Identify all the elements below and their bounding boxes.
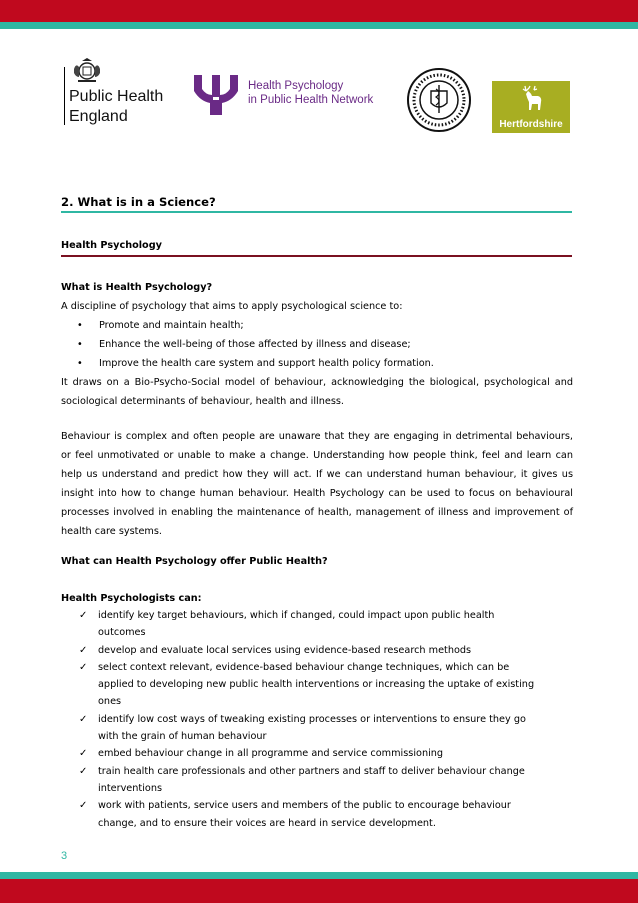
list-item	[61, 316, 573, 335]
checkmark-icon: ✓	[79, 610, 88, 621]
logo-row	[62, 55, 572, 140]
top-teal-band	[0, 22, 638, 29]
phe-wordmark	[69, 87, 163, 127]
section-heading: 2. What is in a Science?	[61, 195, 216, 209]
list-item	[61, 354, 573, 373]
list-item-text: select context relevant, evidence-based behaviour change techniques, which can be applied to developing new public health interventions or increasing the uptake of existing ones	[98, 661, 535, 708]
top-red-band	[0, 0, 638, 22]
bullet-icon: •	[77, 320, 83, 331]
seal-icon	[406, 67, 472, 133]
list-item	[61, 335, 573, 354]
hpn-mark-icon	[192, 69, 242, 119]
hertfordshire-label: Hertfordshire	[499, 119, 563, 130]
behaviour-paragraph: Behaviour is complex and often people are unaware that they are engaging in detrimental behaviours, or feel unmotivated or unable to make a change. Understanding how people think, feel and learn can help us understand and predict how they will act. If we can understand human behaviour, it gives us insight into how to change human behaviour. Health Psychology can be used to focus on behavioural processes involved in enabling the maintenance of health, management of illness and improvement of health care systems.	[61, 431, 573, 537]
hpn-line1: Health Psychology	[248, 80, 344, 92]
list-item-text: identify low cost ways of tweaking existing processes or interventions to ensure they go with the grain of human behaviour	[98, 713, 526, 743]
dark-red-rule	[61, 255, 572, 257]
list-item-text: develop and evaluate local services using evidence-based research methods	[98, 644, 472, 656]
teal-rule	[61, 211, 572, 213]
bottom-teal-band	[0, 872, 638, 879]
list-item-text: embed behaviour change in all programme and service commissioning	[98, 748, 444, 760]
checkmark-icon: ✓	[79, 661, 88, 673]
checkmark-icon: ✓	[79, 713, 88, 725]
bottom-red-band	[0, 879, 638, 903]
checkmark-icon: ✓	[79, 800, 88, 812]
hpn-wordmark	[248, 79, 373, 107]
list-item	[61, 711, 573, 746]
list-item-text: work with patients, service users and members of the public to encourage behaviour change, and to ensure their voices are heard in service development.	[98, 800, 511, 829]
list-item-text: train health care professionals and other partners and staff to deliver behaviour change interventions	[98, 765, 525, 794]
list-item-text: Promote and maintain health;	[99, 320, 244, 331]
list-item-text: Enhance the well-being of those affected by illness and disease;	[99, 339, 411, 350]
capabilities-list	[61, 607, 573, 832]
what-is-title: What is Health Psychology?	[61, 282, 213, 293]
what-is-intro: A discipline of psychology that aims to apply psychological science to:	[61, 301, 403, 312]
phe-divider	[64, 67, 65, 125]
subheading: Health Psychology	[61, 240, 162, 251]
model-paragraph: It draws on a Bio-Psycho-Social model of behaviour, acknowledging the biological, psychological and sociological determinants of behaviour, health and illness.	[61, 377, 573, 407]
phe-line1: Public Health	[69, 88, 164, 105]
list-item-text: Improve the health care system and support health policy formation.	[99, 358, 434, 369]
aims-list	[61, 316, 573, 373]
page-number: 3	[61, 850, 68, 862]
hertfordshire-logo	[492, 81, 570, 133]
hpn-line2: in Public Health Network	[248, 94, 374, 106]
checkmark-icon: ✓	[79, 748, 88, 760]
phe-line2: England	[69, 108, 128, 125]
bullet-icon: •	[77, 339, 83, 350]
offer-title: What can Health Psychology offer Public Health?	[61, 556, 328, 567]
checkmark-icon: ✓	[79, 765, 88, 777]
list-item-text: identify key target behaviours, which if changed, could impact upon public health outcomes	[98, 610, 495, 639]
phe-logo	[62, 55, 192, 135]
list-item	[61, 659, 573, 711]
can-title: Health Psychologists can:	[61, 593, 202, 604]
hart-deer-icon	[516, 84, 546, 114]
list-item	[61, 607, 573, 642]
list-item	[61, 763, 573, 798]
list-item	[61, 797, 573, 832]
list-item	[61, 642, 573, 659]
list-item	[61, 745, 573, 762]
bullet-icon: •	[77, 358, 83, 369]
checkmark-icon: ✓	[79, 644, 88, 656]
royal-crest-icon	[70, 57, 104, 85]
